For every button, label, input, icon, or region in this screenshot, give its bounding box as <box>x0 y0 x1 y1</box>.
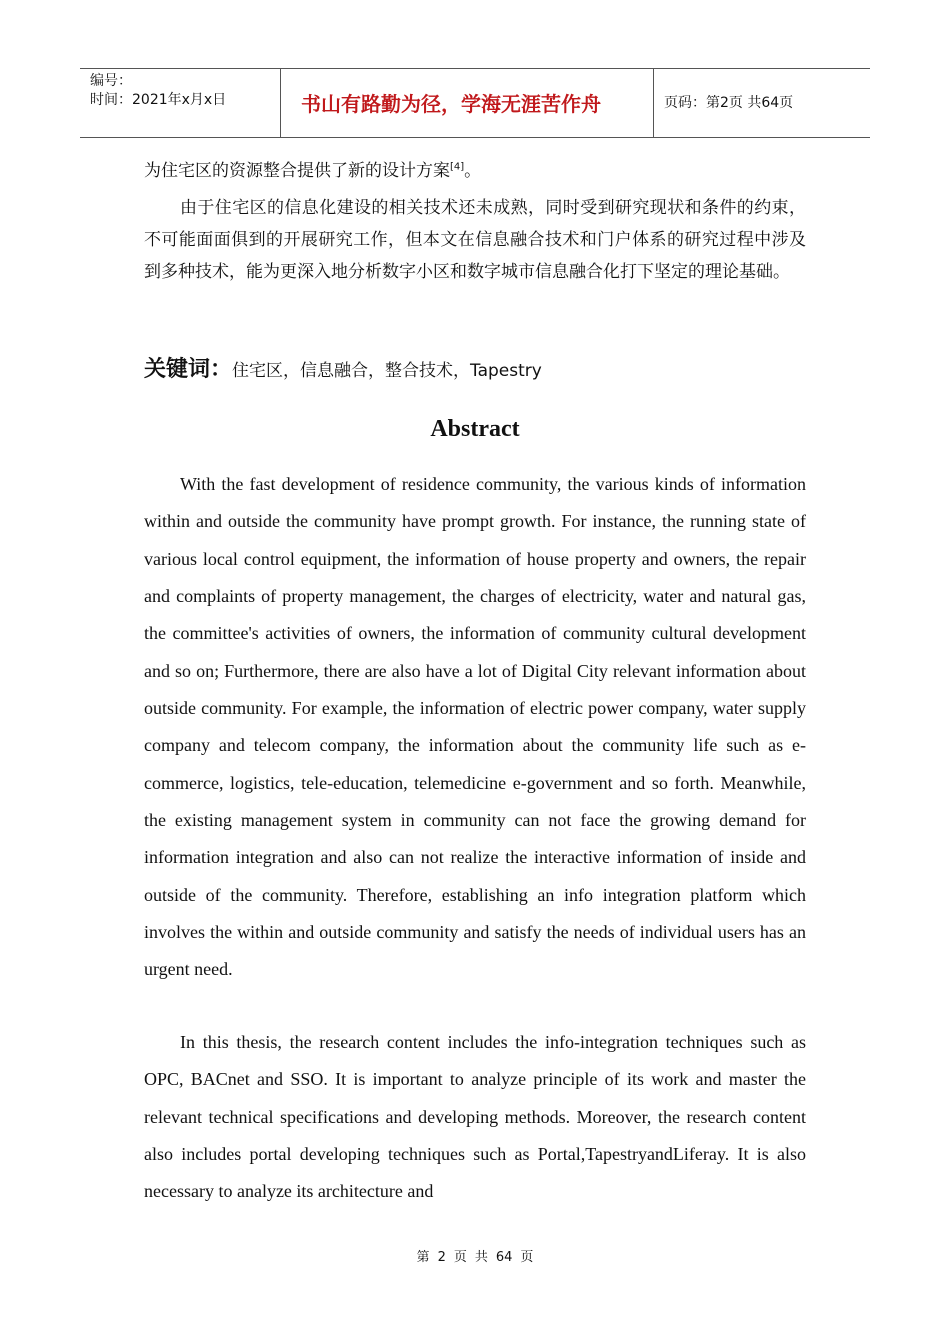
header-meta-cell <box>80 69 281 137</box>
chinese-paragraph-1 <box>144 155 806 187</box>
chinese-para1-text: 为住宅区的资源整合提供了新的设计方案 <box>144 161 450 181</box>
chinese-para1-end: 。 <box>464 161 482 181</box>
keywords-label: 关键词： <box>144 357 233 382</box>
page-header <box>80 68 870 138</box>
header-motto: 书山有路勤为径，学海无涯苦作舟 <box>301 92 601 116</box>
chinese-paragraph-2 <box>144 192 806 288</box>
header-motto-cell <box>281 69 654 137</box>
citation-ref: [4] <box>450 161 465 173</box>
keywords-value: 住宅区，信息融合，整合技术，Tapestry <box>232 361 542 381</box>
footer-ye-2: 页 <box>520 1250 534 1265</box>
footer-total-pages: 64 <box>495 1250 513 1265</box>
abstract-paragraph-2: In this thesis, the research content includes the info-integration techniques such as OPC, BACnet and SSO. It is important to analyze principle of its work and master the relevant technical specifications and developing methods. Moreover, the research content also includes portal developing techniques such as Portal,TapestryandLiferay. It is also necessary to analyze its architecture and <box>144 1032 806 1202</box>
footer-gong: 共 <box>474 1250 488 1265</box>
keywords-line <box>144 352 542 383</box>
chinese-para2-text: 由于住宅区的信息化建设的相关技术还未成熟，同时受到研究现状和条件的约束，不可能面面俱到的开展研究工作，但本文在信息融合技术和门户体系的研究过程中涉及到多种技术，能为更深入地分析数字小区和数字城市信息融合化打下坚定的理论基础。 <box>144 198 806 282</box>
footer-di: 第 <box>416 1250 430 1265</box>
document-number-label: 编号： <box>90 73 132 89</box>
header-page-cell <box>654 69 870 137</box>
document-time-label: 时间：2021年x月x日 <box>90 92 227 108</box>
header-page-info: 页码：第2页 共64页 <box>664 95 794 111</box>
page-footer <box>0 1246 950 1265</box>
footer-page-number: 2 <box>437 1250 446 1265</box>
footer-ye: 页 <box>453 1250 467 1265</box>
abstract-title: Abstract <box>430 416 520 442</box>
abstract-paragraph-1: With the fast development of residence community, the various kinds of information within and outside the community have prompt growth. For instance, the running state of various local control equipment, the information of house property and owners, the repair and complaints of property management, the charges of electricity, water and natural gas, the committee's activities of owners, the information of community cultural development and so on; Furthermore, there are also have a lot of Digital City relevant information about outside community. For example, the information of electric power company, water supply company and telecom company, the information about the community life such as e-commerce, logistics, tele-education, telemedicine e-government and so forth. Meanwhile, the existing management system in community can not face the growing demand for information integration and also can not realize the interactive information of inside and outside of the community. Therefore, establishing an info integration platform which involves the within and outside community and satisfy the needs of individual users has an urgent need. <box>144 474 806 980</box>
